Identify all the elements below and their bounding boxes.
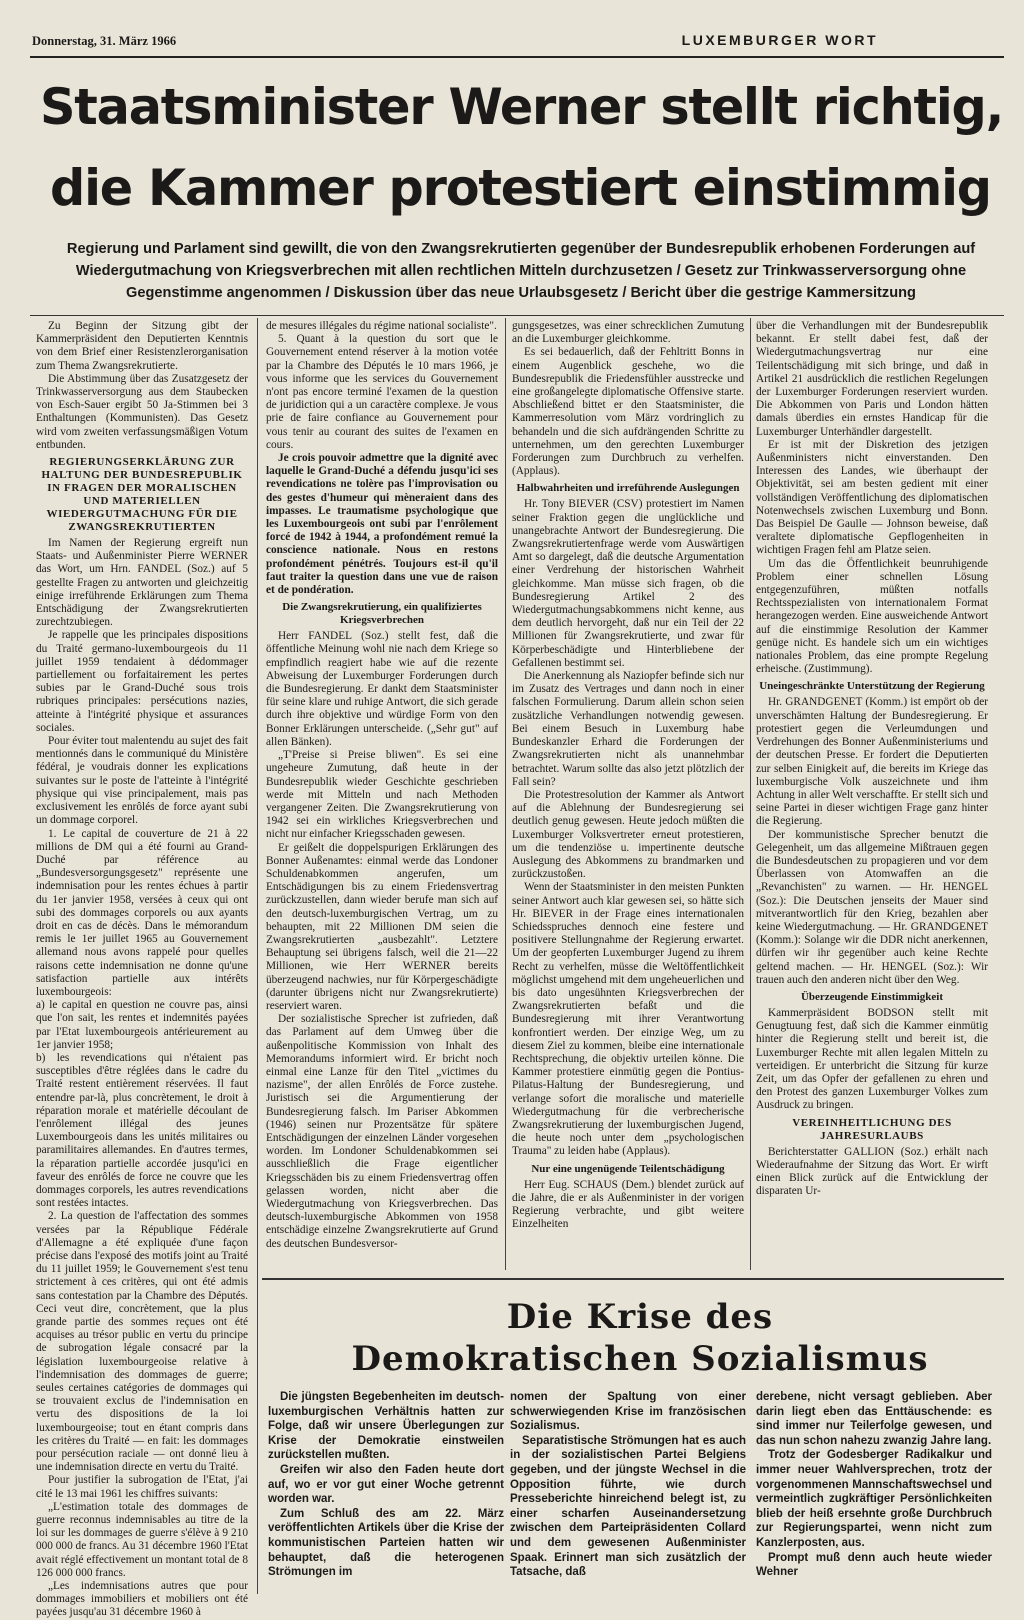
paragraph: Kammerpräsident BODSON stellt mit Genugtuung fest, daß sich die Kammer einmütig hinter die Regierung stellt und bereit ist, die Luxemburger Rechte mit allen legalen Mitteln zu verteidigen. Er unterbricht die Sitzung für kurze Zeit, um das Opfer der gefallenen zu ehren und den Protest des ganzen Luxemburger Volkes zum Ausdruck zu bringen. [756,1006,988,1112]
paragraph: Hr. Tony BIEVER (CSV) protestiert im Namen seiner Fraktion gegen die unglückliche und unangebrachte Antwort der Bundesregierung. Die Zwangsrekrutiertenfrage werde vom Auswärtigen Amt so dargelegt, daß die deutsche Argumentation einer Verdrehung der historischen Wahrheit gleichkomme. Man müsse sich fragen, ob die Bundesregierung Artikel 2 des Wiedergutmachungsabkommens nicht kenne, aus dem deutlich hervorgeht, daß nur ein Teil der 22 Millionen für Zwangsrekrutierte, und zwar für Körperbeschädigte und Hinterbliebene der Gefallenen bestimmt sei. [512,498,744,669]
krise-column-1 [268,1390,504,1594]
section-heading: Uneingeschränkte Unterstützung der Regierung [759,680,985,693]
paragraph: Um das die Öffentlichkeit beunruhigende Problem einer schnellen Lösung entgegenzuführen, müßten notfalls Rechtsspezialisten von internationalem Format herangezogen werden. Eine ausweichende Antwort auf die einstimmige Resolution der Kammer genüge nicht. Es handele sich um ein wichtiges nationales Problem, das eine prompte Regelung erheische. (Zustimmung). [756,557,988,676]
paragraph: „T'Preise si Preise bliwen". Es sei eine ungeheure Zumutung, daß heute in der Bundesrepublik wieder Geschichte geschrieben werde mit Mitteln und nach Methoden vergangener Zeiten. Die Zwangsrekrutierung von 1942 sei ein wirkliches Kriegsverbrechen und nicht nur einfacher Kriegsschaden gewesen. [266,749,498,841]
newspaper-name: LUXEMBURGER WORT [681,32,878,48]
paragraph: Herr Eug. SCHAUS (Dem.) blendet zurück auf die Jahre, die er als Außenminister in der vorigen Regierung verbrachte, und gibt weitere Einzelheiten [512,1178,744,1231]
masthead-rule [30,56,1004,58]
paragraph: Wenn der Staatsminister in den meisten Punkten seiner Antwort auch klar gewesen sei, so hätte sich Hr. BIEVER in der Frage eines internationalen Schiedsspruches dennoch eine festere und positivere Stellungnahme der Regierung erwartet. Um der geopferten Luxemburger Jugend zu ihrem Recht zu verhelfen, müsse die Weltöffentlichkeit möglichst umgehend mit dem ungeheuerlichen und bis dato ungesühnten Kriegsverbrechen der Zwangsrekrutierten befaßt und die Bundesregierung mit ihrer Verantwortung konfrontiert werden. Der einzige Weg, um zu diesem Ziel zu kommen, bleibe eine internationale Rechtsprechung, die objektiv urteilen könne. Die Kammer protestiere einmütig gegen die Pontius-Pilatus-Haltung der Bundesregierung, und verlange sofort die moralische und materielle Wiedergutmachung für die verbrecherische Zwangsrekrutierung der luxemburgischen Jugend, die heute noch unter dem „psychologischen Trauma" zu leiden habe (Applaus). [512,881,744,1158]
paragraph: 5. Quant à la question du sort que le Gouvernement entend réserver à la motion votée par la Chambre des Députés le 10 mars 1966, je vous informe que les services du Gouvernement n'ont pas encore terminé l'examen de la question de juridiction qui a un caractère complexe. Je vous prie de faire confiance au Gouvernement pour vous tenir au courant des suites de l'examen en cours. [266,333,498,451]
paragraph: Zu Beginn der Sitzung gibt der Kammerpräsident den Deputierten Kenntnis von dem Brief einer Resistenzlerorganisation zum Thema Zwangsrekrutierte. [36,320,248,372]
paragraph: Greifen wir also den Faden heute dort auf, wo er vor gut einer Woche getrennt worden war. [268,1463,504,1506]
paragraph: Berichterstatter GALLION (Soz.) erhält nach Wiederaufnahme der Sitzung das Wort. Er wirft einen Blick zurück auf die Entwicklung der disparaten Ur- [756,1145,988,1198]
paragraph: b) les revendications qui n'étaient pas susceptibles d'être réglées dans le cadre du Traité restent entièrement réservées. Il faut entendre par-là, plus concrètement, le droit à réparation morale et matérielle découlant de l'enrôlement illégal des jeunes Luxembourgeois dans les unités militaires ou paramilitaires allemandes. En d'autres termes, la réparation partielle accordée jusqu'ici en faveur des enrôlés de force ne couvre que les dommages corporels, les autres revendications sont restées intactes. [36,1051,248,1210]
paragraph: Prompt muß denn auch heute wieder Wehner [756,1551,992,1579]
krise-title-line-1: Die Krise des [506,1297,774,1337]
paragraph: Trotz der Godesberger Radikalkur und immer neuer Wahlversprechen, trotz der vorgenommenen Mannschaftswechsel und vermeintlich zugkräftiger Persönlichkeiten blieb der heiß ersehnte große Durchbruch zur Regierungspartei, wenn nicht zum Kanzlerposten, aus. [756,1449,992,1549]
krise-column-2 [510,1390,746,1594]
paragraph: Die Protestresolution der Kammer als Antwort auf die Ablehnung der Bundesregierung sei deutlich genug gewesen. Heute jedoch müßten die Luxemburger Volksvertreter erneut protestieren, um die tendenziöse u. impertinente deutsche Auslegung des Abkommens zu brandmarken und zurückzustoßen. [512,788,744,881]
section-heading: REGIERUNGSERKLÄRUNG ZUR HALTUNG DER BUNDESREPUBLIK IN FRAGEN DER MORALISCHEN UND MATERIELLEN WIEDERGUTMACHUNG FÜR DIE ZWANGSREKRUTIERTEN [41,456,243,534]
paragraph: Zum Schluß des am 22. März veröffentlichten Artikels über die Krise der kommunistischen Parteien hatten wir behauptet, daß die heterogenen Strömungen im [268,1507,504,1579]
paragraph: 1. Le capital de couverture de 21 à 22 millions de DM qui a été fourni au Grand-Duché par référence au „Bundesversorgungsgesetz" représente une indemnisation pour les rentes échues à partir du 1er janvier 1958, versées à ceux qui ont subi des dommages corporels ou aux ayants droit en cas de décès. Dans le mémorandum remis le 1er juillet 1965 au Gouvernement allemand nous avons rappelé pour quelles raisons cette indemnisation ne donne qu'une satisfaction partielle aux intérêts luxembourgeois: [36,827,248,998]
paragraph: Die Abstimmung über das Zusatzgesetz der Trinkwasserversorgung aus dem Staubecken von Esch-Sauer ergibt 50 Ja-Stimmen bei 3 Enthaltungen (Kommunisten). Das Gesetz wird vom zweiten verfassungsmäßigen Votum entbunden. [36,372,248,451]
section-heading: Nur eine ungenügende Teilentschädigung [531,1162,725,1175]
paragraph: gungsgesetzes, was einer schrecklichen Zumutung an die Luxemburger gleichkomme. [512,320,744,346]
issue-date: Donnerstag, 31. März 1966 [32,34,177,48]
paragraph: „Les indemnisations autres que pour dommages immobiliers et mobiliers ont été payées jusqu'au 31 décembre 1960 à [36,1580,248,1619]
article-column-4 [756,320,988,1270]
paragraph: Es sei bedauerlich, daß der Fehltritt Bonns in einem Augenblick geschehe, wo die Bundesrepublik die Friedensfühler ausstrecke und eine großangelegte diplomatische Offensive starte. Abschließend bittet er den Staatsminister, die Kammerresolution vom März vordringlich zu behandeln und die sich aufdrängenden Schritte zu unternehmen, um den gerechten Luxemburger Forderungen zum Durchbruch zu verhelfen. (Applaus). [512,346,744,478]
paragraph: Die Anerkennung als Naziopfer befinde sich nur im Zusatz des Vertrages und dann noch in einer falschen Formulierung. Darum allein schon seien zusätzliche Verhandlungen notwendig gewesen. Bei einem Besuch in Luxemburg habe Bundeskanzler Erhard die Forderungen der Zwangsrekrutierten nicht als unannehmbar betrachtet. Warum sollte das also jetzt plötzlich der Fall sein? [512,670,744,788]
paragraph: Pour justifier la subrogation de l'Etat, j'ai cité le 13 mai 1961 les chiffres suivants: [36,1474,248,1500]
box-rule [262,1278,1004,1280]
paragraph: Er ist mit der Diskretion des jetzigen Außenministers nicht einverstanden. Den Interessen des Landes, wie überhaupt der Objektivität, sei am besten gedient mit einer vollständigen Veröffentlichung des diplomatischen Notenwechsels zwischen Luxemburg und Bonn. Das Beispiel De Gaulle — Johnson beweise, daß veraltete diplomatische Gepflogenheiten in wichtigen Fragen fehl am Platze seien. [756,438,988,557]
paragraph: Separatistische Strömungen hat es auch in der sozialistischen Partei Belgiens gegeben, und der jüngste Wechsel in die Opposition führte, wie durch Presseberichte hinreichend belegt ist, zu einer scharfen Auseinandersetzung zwischen dem Parteipräsidenten Collard und dem gewesenen Außenminister Spaak. Erinnert man sich zusätzlich der Tatsache, daß [510,1434,746,1579]
headline-line-2: die Kammer protestiert einstimmig [50,159,991,217]
paragraph: Der sozialistische Sprecher ist zufrieden, daß das Parlament auf dem Umweg über die außenpolitische Kommission von Inhalt des Memorandums informiert wird. Er bricht noch einmal eine Lanze für den Titel „victimes du nazisme", der allen Enrôlés de Force zustehe. Juristisch sei die Argumentierung der Bundesregierung falsch. Im Pariser Abkommen (1946) seinen nur Prozentsätze für spätere Entschädigungen der einzelnen Länder vorgesehen worden. Im Londoner Schuldenabkommen sei ausschließlich die Frage eigentlicher Kriegsschäden bis zu einem Friedensvertrag offen gelassen worden, nicht aber die Wiedergutmachung von Kriegsverbrechen. Das deutsch-luxemburgische Abkommen von 1958 entschädige einzelne Zwangsrekrutierte auf Grund des deutschen Bundesversor- [266,1013,498,1250]
paragraph: Je rappelle que les principales dispositions du Traité germano-luxembourgeois du 11 juillet 1959 tendaient à dédommager partiellement ou forfaitairement les pertes subies par le Grand-Duché sous trois rubriques principales: persécutions nazies, atteinte à l'intégrité physique et assurances sociales. [36,629,248,734]
column-separator [750,318,751,1270]
paragraph: Pour éviter tout malentendu au sujet des fait mentionnés dans le communiqué du Ministère fédéral, je voudrais donner les explications suivantes sur le poste de l'atteinte à l'intégrité physique qui vise principalement, mais pas exclusivement les enrôlés de force ayant subi un dommage corporel. [36,735,248,827]
paragraph: derebene, nicht versagt geblieben. Aber darin liegt eben das Enttäuschende: es sind immer nur Teilerfolge gewesen, und das nun schon nahezu zwanzig Jahre lang. [756,1391,992,1447]
paragraph: Je crois pouvoir admettre que la dignité avec laquelle le Grand-Duché a défendu jusqu'ici ses revendications ne tolère pas l'improvisation ou des gestes d'humeur qui mèneraient dans des impasses. Le traumatisme psychologique que les Luxembourgeois ont subi par l'enrôlement forcé de 1942 à 1944, a profondément remué la conscience nationale. Nous en restons profondément pénétrés. Toujours est-il qu'il faut traiter la question dans une vue de raison et de pondération. [266,452,498,597]
section-heading: Die Zwangsrekrutierung, ein qualifiziertes Kriegsverbrechen [282,601,482,627]
section-heading: VEREINHEITLICHUNG DES JAHRESURLAUBS [792,1116,952,1142]
krise-title-line-2: Demokratischen Sozialismus [351,1339,929,1379]
masthead [32,28,878,56]
article-column-1 [36,320,248,1619]
paragraph: de mesures illégales du régime national socialiste". [266,320,497,332]
headline-line-1: Staatsminister Werner stellt richtig, [40,78,1004,136]
paragraph: Im Namen der Regierung ergreift nun Staats- und Außenminister Pierre WERNER das Wort, um Hrn. FANDEL (Soz.) auf 5 gestellte Fragen zu antworten und gleichzeitig einige irreführende Erklärungen zum Thema Entschädigung der Zwangsrekrutierten zurechtzubiegen. [36,537,248,629]
section-heading: Überzeugende Einstimmigkeit [800,990,944,1003]
column-separator [505,318,506,1270]
subheadline-rule [30,315,1004,316]
paragraph: Die jüngsten Begebenheiten im deutsch-luxemburgischen Verhältnis hatten zur Folge, daß wir unsere Überlegungen zur Krise der Demokratie einstweilen zurückstellen mußten. [268,1391,504,1462]
paragraph: Er geißelt die doppelspurigen Erklärungen des Bonner Außenamtes: einmal werde das Londoner Schuldenabkommen angerufen, um Entschädigungen bis zu einem Friedensvertrag zurückzustellen, dann wieder berufe man sich auf den deutsch-luxemburgischen Vertrag, um zu behaupten, mit 22 Millionen DM seien die Zwangsrekrutierten „ausbezahlt". Letztere Behauptung sei übrigens falsch, weil die 21—22 Millionen, wie Herr WERNER bereits überzeugend nachwies, nur für Körpergeschädigte (darunter übrigens nicht nur Zwangsrekrutierte) reserviert waren. [266,841,498,1012]
article-column-3 [512,320,744,1270]
paragraph: 2. La question de l'affectation des sommes versées par la République Fédérale d'Allemagne a été expliquée d'une façon précise dans l'exposé des motifs joint au Traité du 11 juillet 1959; le Gouvernement s'est tenu strictement à ces critères, qui ont été admis sans contestation par la Chambre des Députés. Ceci veut dire, concrètement, que la plus grande partie des sommes reçues ont été acquises au trésor public en vertu du principe de subrogation légale consacré par la législation luxembourgeoise relative à l'indemnisation des dommages de guerre; seules certaines catégories de dommages qui se trouvaient exclus de l'indemnisation en vertu des dispositions de la loi luxembourgeoise; tout en étant compris dans les critères du Traité — en fait: les dommages pour persécution raciale — ont donné lieu à une indemnisation directe en vertu du Traité. [36,1210,248,1474]
paragraph: Der kommunistische Sprecher benutzt die Gelegenheit, um das allgemeine Mißtrauen gegen die Bundesdeutschen zu propagieren und vor dem Überlassen von Atomwaffen an die „Revanchisten" zu warnen. — Hr. HENGEL (Soz.): Die Deutschen jenseits der Mauer sind mitverantwortlich für den Krieg, bezahlen aber keine Wiedergutmachung. — Hr. GRANDGENET (Komm.): Solange wir die DDR nicht anerkennen, dürfen wir ihr gegenüber auch keine Rechte geltend machen. — Hr. HENGEL (Soz.): Wir trauen auch den anderen nicht über den Weg. [756,828,988,986]
subheadline: Regierung und Parlament sind gewillt, die von den Zwangsrekrutierten gegenüber der Bundesrepublik erhobenen Forderungen auf Wiedergutmachung von Kriegsverbrechen mit allen rechtlichen Mitteln durchzusetzen / Gesetz zur Trinkwasserversorgung ohne Gegenstimme angenommen / Diskussion über das neue Urlaubsgesetz / Bericht über die gestrige Kammersitzung [66,241,976,301]
column-separator [257,318,258,1594]
krise-column-3 [756,1390,992,1594]
paragraph: Hr. GRANDGENET (Komm.) ist empört ob der unverschämten Haltung der Bundesregierung. Er protestiert gegen die Verleumdungen und Verdrehungen des Bonner Außenministeriums und der deutschen Presse. Er fordert die Deputierten zur selben Einigkeit auf, die bereits im Kriege das luxemburgische Volk auszeichnete und ihm Achtung in aller Welt verschaffte. Er stellt sich und seine Partei in dieser wichtigen Frage ganz hinter die Regierung. [756,696,988,828]
paragraph: a) le capital en question ne couvre pas, ainsi que l'on sait, les rentes et indemnités payées par l'Etat luxembourgeois antérieurement au 1er janvier 1958; [36,999,248,1051]
section-heading: Halbwahrheiten und irreführende Auslegungen [516,482,740,495]
paragraph: Herr FANDEL (Soz.) stellt fest, daß die öffentliche Meinung wohl nie nach dem Kriege so empfindlich reagiert habe wie auf die rezente Abweisung der Luxemburger Forderungen durch die Bundesregierung. Er dankt dem Staatsminister für seine klare und ruhige Antwort, die sich gerade durch ihre objektive und würdige Form von den Bonner Erklärungen unterscheide. („Sehr gut" auf allen Bänken). [266,630,498,748]
article-column-2 [266,320,498,1270]
paragraph: nomen der Spaltung von einer schwerwiegenden Krise im französischen Sozialismus. [510,1391,746,1433]
paragraph: über die Verhandlungen mit der Bundesrepublik bekannt. Er stellt dabei fest, daß der Wiedergutmachungsvertrag nur eine Teilentschädigung mit sich bringe, und daß in Artikel 21 ausdrücklich die restlichen Regelungen der Luxemburger Forderungen reserviert wurden. Die Abkommen von Paris und London hätten damals überdies ein ernstes Handicap für die Luxemburger Unterhändler dargestellt. [756,320,988,438]
paragraph: „L'estimation totale des dommages de guerre reconnus indemnisables au titre de la loi sur les dommages de guerre s'élève à 9 210 000 000 de francs. Au 31 décembre 1960 l'Etat avait réglé effectivement un montant total de 8 126 000 000 francs. [36,1500,248,1579]
